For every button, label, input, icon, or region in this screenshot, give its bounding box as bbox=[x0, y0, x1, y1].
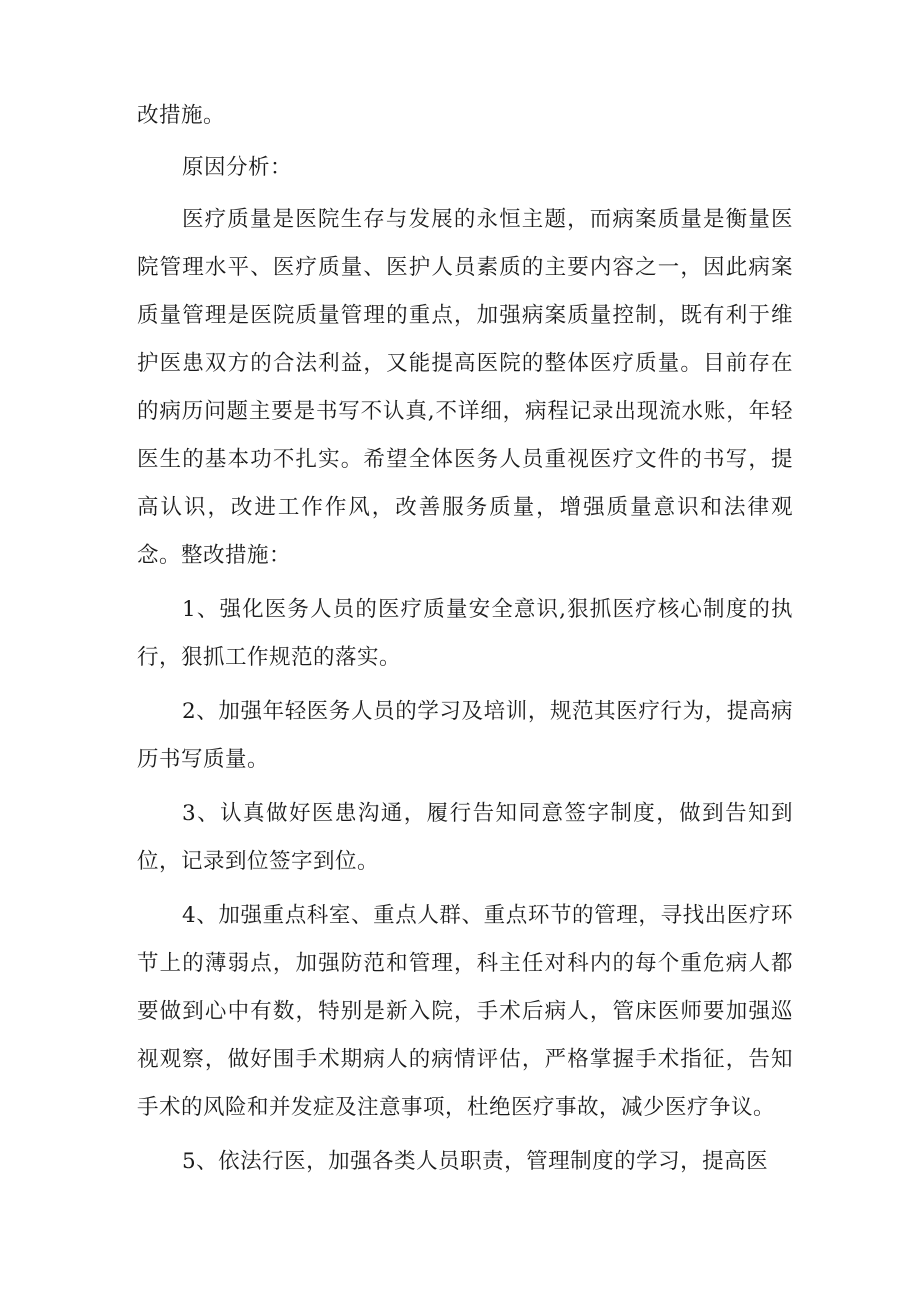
paragraph-cause-heading: 原因分析： bbox=[182, 155, 293, 180]
paragraph-measure-5: 5、依法行医，加强各类人员职责，管理制度的学习，提高医 bbox=[182, 1149, 769, 1174]
paragraph-cause-analysis: 医疗质量是医院生存与发展的永恒主题，而病案质量是衡量医院管理水平、医疗质量、医护人员素质的主要内容之一，因此病案质量管理是医院质量管理的重点，加强病案质量控制，既有利于维护医患双方的合法利益，又能提高医院的整体医疗质量。目前存在的病历问题主要是书写不认真,不详细，病程记录出现流水账，年轻医生的基本功不扎实。希望全体医务人员重视医疗文件的书写，提高认识，改进工作作风，改善服务质量，增强质量意识和法律观念。整改措施： bbox=[137, 207, 793, 568]
paragraph-measure-3: 3、认真做好医患沟通，履行告知同意签字制度，做到告知到位，记录到位签字到位。 bbox=[137, 801, 793, 874]
paragraph-continuation: 改措施。 bbox=[137, 103, 226, 128]
document-page bbox=[137, 92, 793, 1186]
paragraph-measure-1: 1、强化医务人员的医疗质量安全意识,狠抓医疗核心制度的执行，狠抓工作规范的落实。 bbox=[137, 597, 793, 670]
paragraph-measure-4: 4、加强重点科室、重点人群、重点环节的管理，寻找出医疗环节上的薄弱点，加强防范和管理，科主任对科内的每个重危病人都要做到心中有数，特别是新入院，手术后病人，管床医师要加强巡视观察，做好围手术期病人的病情评估，严格掌握手术指征，告知手术的风险和并发症及注意事项，杜绝医疗事故，减少医疗争议。 bbox=[137, 903, 793, 1120]
paragraph-measure-2: 2、加强年轻医务人员的学习及培训，规范其医疗行为，提高病历书写质量。 bbox=[137, 699, 793, 772]
